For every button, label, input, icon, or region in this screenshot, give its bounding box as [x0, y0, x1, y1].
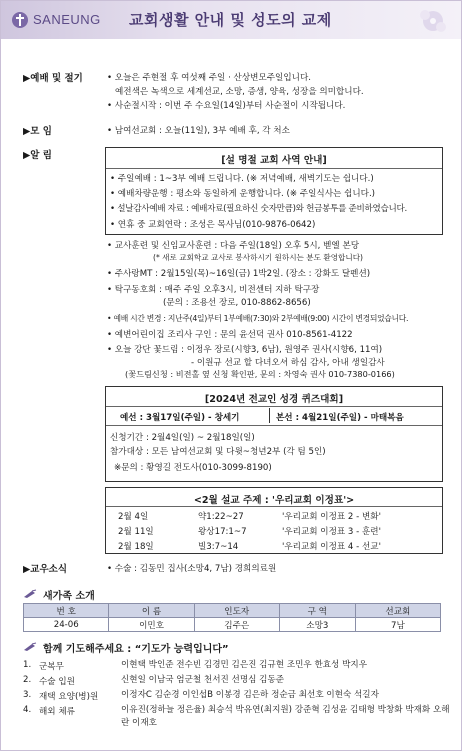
brand-name: SANEUNG — [33, 12, 101, 27]
quiz-box-divider — [106, 406, 442, 407]
table-cell: 김주은 — [194, 618, 279, 632]
notice-item: • 오늘 강단 꽃드림 : 이정우 장로(시향3, 6남), 원영주 권사(시향6, 11여) — [107, 345, 383, 355]
prayer-number: 2. — [23, 675, 32, 685]
quiz-divider-vertical — [269, 408, 270, 423]
prayer-number: 4. — [23, 705, 32, 715]
quiz-final: 본선 : 4월21일(주일) - 마태복음 — [276, 413, 404, 423]
worship-line-1: • 오늘은 주현절 후 여섯째 주일 · 산상변모주일입니다. — [107, 73, 311, 83]
prayer-names: 이유진(정하늘 정은율) 최승석 박유연(최지원) 강준혁 김성윤 김태형 박창화 박재화 오해란 이재호 — [121, 705, 450, 728]
quiz-period: 신청기간 : 2월4일(일) ~ 2월18일(일) — [110, 433, 255, 443]
prayer-number: 1. — [23, 660, 32, 670]
worship-line-3: • 사순절시작 : 이번 주 수요일(14일)부터 사순절이 시작됩니다. — [107, 101, 346, 111]
new-family-title: 새가족 소개 — [43, 591, 95, 602]
sermon-theme-box — [105, 487, 443, 554]
sermon-date: 2월 11일 — [118, 527, 154, 537]
holiday-item: • 예배차량운행 : 평소와 동일하게 운행합니다. (※ 주일식사는 쉽니다.) — [110, 189, 376, 199]
sermon-text: 왕상17:1~7 — [198, 527, 247, 537]
sermon-text: 약1:22~27 — [198, 512, 244, 522]
prayer-names: 이정자C 김순경 이인섭B 이봉경 김은하 정순금 최선호 이현숙 석길자 — [121, 690, 379, 700]
prayer-category: 수술 입원 — [39, 677, 75, 687]
notice-item: • 예배 시간 변경 : 지난주(4일)부터 1부예배(7:30)와 2부예배(9:00) 시간이 변경되었습니다. — [107, 314, 409, 323]
table-row — [24, 618, 441, 632]
table-cell: 소망3 — [279, 618, 355, 632]
column-header: 구 역 — [279, 604, 355, 618]
holiday-item: • 설날감사예배 자료 : 예배자료(필요하신 숫자만큼)와 헌금봉투를 준비하였습니다. — [110, 204, 407, 214]
column-header: 인도자 — [194, 604, 279, 618]
notice-item-note: (* 새로 교회학교 교사로 봉사하시기 원하시는 분도 환영합니다) — [153, 253, 364, 262]
column-header: 선교회 — [355, 604, 440, 618]
sermon-text: 빌3:7~14 — [198, 542, 239, 552]
sermon-theme: '우리교회 이정표 3 - 훈련' — [282, 527, 381, 537]
table-cell: 이민호 — [109, 618, 194, 632]
holiday-item: • 연휴 중 교회연락 : 조성은 목사님(010-9876-0642) — [110, 220, 316, 230]
holiday-box-title: [설 명절 교회 사역 안내] — [221, 155, 327, 166]
notice-label: ▶알 림 — [23, 150, 52, 161]
notice-item-note: - 이원규 선교 할 다녀오셔 하심 감사, 아내 생일감사 — [191, 358, 385, 368]
sermon-box-divider — [106, 506, 442, 507]
prayer-category: 군복무 — [39, 662, 64, 672]
prayer-names: 이현택 박인준 전수빈 김경민 김은진 김규현 조민우 한효성 박지우 — [121, 660, 367, 670]
news-label: ▶교우소식 — [23, 564, 68, 575]
sermon-theme: '우리교회 이정표 4 - 선교' — [282, 542, 381, 552]
quiz-prelim: 예선 : 3월17일(주일) - 창세기 — [120, 413, 240, 423]
notice-item: • 탁구동호회 : 매주 주일 오후3시, 비전센터 지하 탁구장 — [107, 285, 320, 295]
new-family-table — [23, 603, 441, 632]
sermon-theme: '우리교회 이정표 2 - 변화' — [282, 512, 381, 522]
quiz-contact: ※문의 : 황영길 전도사(010-3099-8190) — [114, 463, 272, 473]
quiz-target: 참가대상 : 모든 남여선교회 및 다윗~청년2부 (각 팀 5인) — [110, 447, 326, 457]
pen-hand-icon — [23, 642, 37, 652]
pen-hand-icon — [23, 589, 37, 599]
prayer-number: 3. — [23, 690, 32, 700]
holiday-box-divider — [106, 168, 442, 169]
meeting-label: ▶모 임 — [23, 126, 52, 137]
sermon-date: 2월 18일 — [118, 542, 154, 552]
worship-label: ▶예배 및 절기 — [23, 73, 83, 84]
quiz-box-divider — [106, 425, 442, 426]
sermon-box-title: <2월 설교 주제 : '우리교회 이정표'> — [193, 495, 355, 506]
church-logo-icon — [11, 11, 29, 29]
notice-item: • 예변어린이집 조리사 구인 : 문의 윤선덕 권사 010-8561-4122 — [107, 330, 353, 340]
prayer-category: 재택 요양(병)원 — [39, 692, 99, 702]
page-header — [1, 1, 461, 39]
notice-item: • 교사훈련 및 신임교사훈련 : 다음 주일(18일) 오후 5시, 벧엘 본당 — [107, 241, 360, 251]
worship-line-2: 예전색은 녹색으로 세계선교, 소망, 증생, 양육, 성장을 의미합니다. — [115, 87, 364, 97]
news-line-1: • 수술 : 김동민 집사(소망4, 7남) 경희의료원 — [107, 564, 277, 574]
table-header-row — [24, 604, 441, 618]
column-header: 번 호 — [24, 604, 109, 618]
notice-item: • 주사랑MT : 2월15일(목)~16일(금) 1박2일. (장소 : 강화도 달펜션) — [107, 269, 371, 279]
page-title: 교회생활 안내 및 성도의 교제 — [129, 11, 332, 29]
holiday-item: • 주일예배 : 1~3부 예배 드립니다. (※ 저녁예배, 새벽기도는 쉽니다.) — [110, 174, 374, 184]
prayer-title: 함께 기도해주세요 : “기도가 능력입니다” — [43, 644, 229, 655]
notice-item-note: (꽃드림신청 : 비전홀 옆 신청 확인판, 문의 : 차영숙 권사 010-7380-0166) — [125, 369, 395, 379]
table-cell: 24-06 — [24, 618, 109, 632]
prayer-category: 해외 체류 — [39, 707, 75, 717]
bible-quiz-box — [105, 386, 443, 482]
quiz-box-title: [2024년 전교인 성경 퀴즈대회] — [204, 394, 344, 405]
flower-decoration-icon — [393, 7, 453, 35]
meeting-line-1: • 남여선교회 : 오늘(11일), 3부 예배 후, 각 처소 — [107, 126, 290, 136]
sermon-date: 2월 4일 — [118, 512, 149, 522]
column-header: 이 름 — [109, 604, 194, 618]
holiday-notice-box — [105, 147, 443, 235]
notice-item-note: (문의 : 조용선 장로, 010-8862-8656) — [163, 298, 311, 308]
table-cell: 7남 — [355, 618, 440, 632]
prayer-names: 신현일 이남국 엄군철 천서진 선명심 김동준 — [121, 675, 285, 685]
